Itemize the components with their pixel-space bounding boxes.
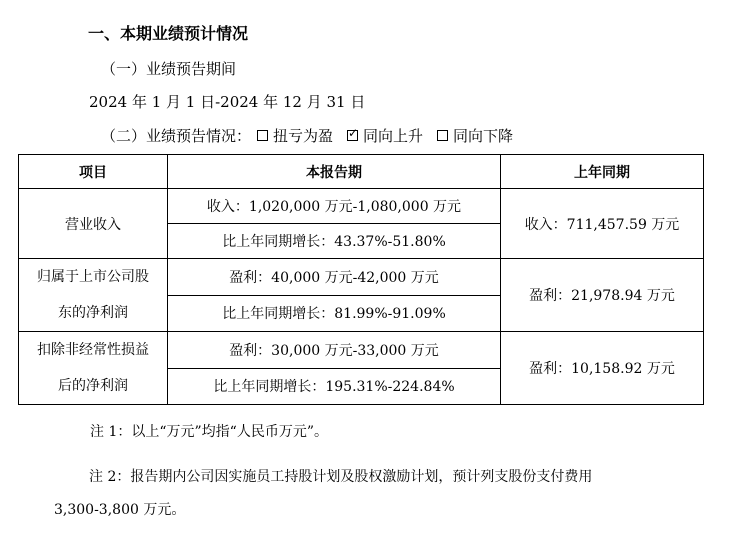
header-current-period: 本报告期	[168, 155, 501, 189]
checkbox-turnaround[interactable]	[257, 130, 268, 141]
forecast-period: 2024 年 1 月 1 日-2024 年 12 月 31 日	[89, 93, 366, 111]
option-decrease-label: 同向下降	[453, 127, 514, 145]
item-cell	[19, 189, 168, 259]
period-subheading: （一）业绩预告期间	[101, 60, 237, 78]
current-growth-cell: 比上年同期增长：43.37%-51.80%	[168, 224, 501, 259]
prior-value-cell: 盈利：21,978.94 万元	[501, 259, 704, 332]
table-row	[19, 259, 704, 296]
note-1: 注 1：以上“万元”均指“人民币万元”。	[90, 424, 328, 440]
current-value-cell: 收入：1,020,000 万元-1,080,000 万元	[168, 189, 501, 224]
note-2-line1: 注 2：报告期内公司因实施员工持股计划及股权激励计划，预计列支股份支付费用	[89, 469, 593, 485]
prior-value-cell: 收入：711,457.59 万元	[501, 189, 704, 259]
item-label-line1: 扣除非经常性损益	[37, 342, 149, 358]
item-label-line2: 后的净利润	[58, 378, 128, 394]
note-2-line2: 3,300-3,800 万元。	[54, 502, 186, 518]
item-label-line1: 归属于上市公司股	[37, 269, 149, 285]
current-growth-cell: 比上年同期增长：195.31%-224.84%	[168, 368, 501, 405]
current-value-cell: 盈利：30,000 万元-33,000 万元	[168, 332, 501, 369]
item-cell	[19, 332, 168, 405]
forecast-situation	[101, 125, 513, 146]
item-cell	[19, 259, 168, 332]
option-turnaround-label: 扭亏为盈	[273, 127, 334, 145]
situation-label: （二）业绩预告情况：	[101, 127, 252, 145]
checkbox-decrease[interactable]	[437, 130, 448, 141]
item-label: 营业收入	[65, 216, 121, 233]
table-row	[19, 189, 704, 224]
header-item: 项目	[19, 155, 168, 189]
forecast-table	[18, 154, 704, 405]
current-value-cell: 盈利：40,000 万元-42,000 万元	[168, 259, 501, 296]
current-growth-cell: 比上年同期增长：81.99%-91.09%	[168, 295, 501, 332]
header-prior-period: 上年同期	[501, 155, 704, 189]
section-heading: 一、本期业绩预计情况	[88, 24, 249, 43]
table-row	[19, 332, 704, 369]
checkbox-increase[interactable]	[347, 130, 358, 141]
item-label-line2: 东的净利润	[58, 305, 128, 321]
prior-value-cell: 盈利：10,158.92 万元	[501, 332, 704, 405]
table-header-row	[19, 155, 704, 189]
option-increase-label: 同向上升	[363, 127, 424, 145]
